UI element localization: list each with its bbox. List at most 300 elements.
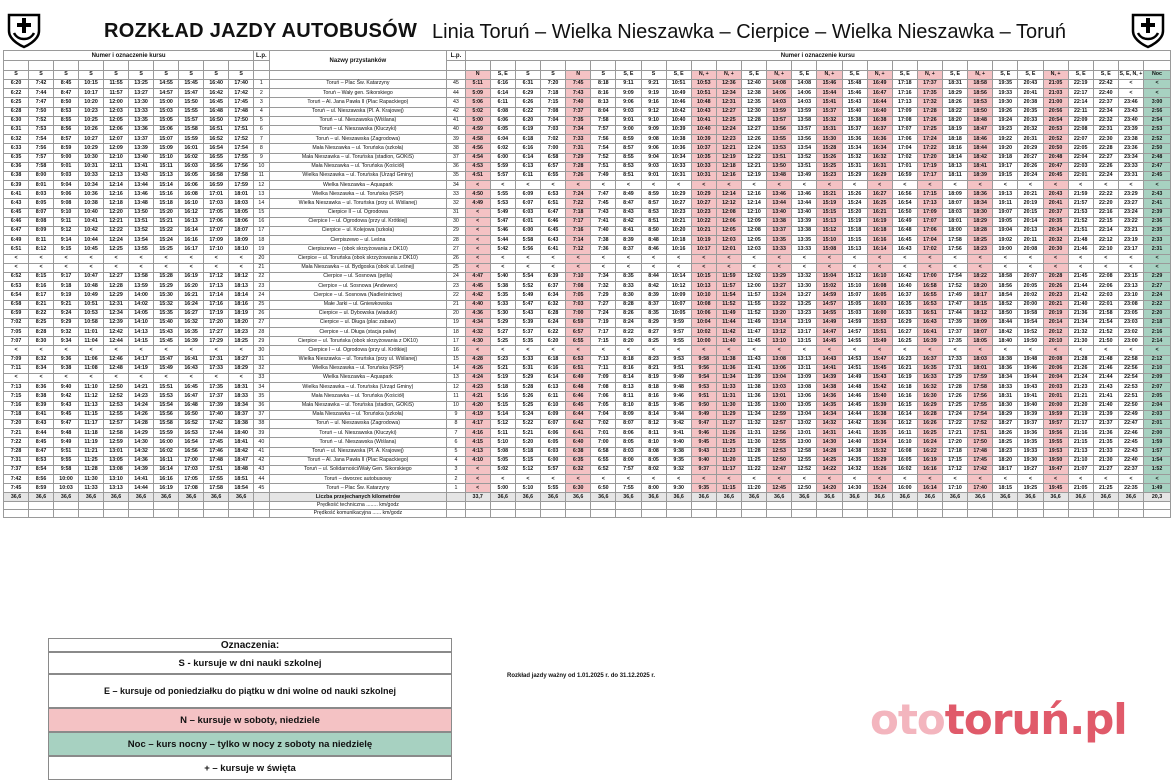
km-cell: 20,3 <box>1144 493 1171 502</box>
time-cell: 15:34 <box>842 144 867 153</box>
time-cell: 16:37 <box>892 291 917 300</box>
time-cell: 6:43 <box>541 236 566 245</box>
time-cell: 8:39 <box>616 236 641 245</box>
time-cell: 20:27 <box>1018 153 1043 162</box>
time-cell: 10:17 <box>79 89 104 98</box>
time-cell: 10:53 <box>79 309 104 318</box>
time-cell: 13:01 <box>104 447 129 456</box>
time-cell: 10:08 <box>691 300 716 309</box>
km-cell: 36,6 <box>515 493 540 502</box>
time-cell: 7:17 <box>566 217 591 226</box>
time-cell: 7:57 <box>591 125 616 134</box>
time-cell: 13:05 <box>104 456 129 465</box>
empty-cell <box>566 502 591 510</box>
time-cell: 5:26 <box>515 392 540 401</box>
time-cell: 12:06 <box>716 217 741 226</box>
time-cell: 4:30 <box>465 337 490 346</box>
time-cell: 6:48 <box>566 383 591 392</box>
time-cell: 23:39 <box>1118 125 1143 134</box>
header-spacer-cell <box>616 61 641 71</box>
time-cell: 18:11 <box>943 171 968 180</box>
stop-name: Mała Nieszawka – ul. Bydgoska (obok ul. Leśnej) <box>269 263 447 272</box>
time-cell: 18:58 <box>993 272 1018 281</box>
stop-name: Wielka Nieszawka – Aquapark <box>269 181 447 190</box>
time-cell: 17:29 <box>943 374 968 383</box>
time-cell: 6:33 <box>4 144 29 153</box>
time-cell: 18:29 <box>993 410 1018 419</box>
time-cell: 16:13 <box>179 217 204 226</box>
time-cell: 13:58 <box>792 116 817 125</box>
time-cell: 15:25 <box>154 245 179 254</box>
empty-cell <box>742 502 767 510</box>
time-cell: 17:26 <box>943 392 968 401</box>
time-cell: < <box>1043 254 1068 263</box>
empty-cell <box>968 502 993 510</box>
km-cell: 36,6 <box>54 493 79 502</box>
time-cell: 16:48 <box>204 107 229 116</box>
time-cell: 9:43 <box>691 447 716 456</box>
time-cell: < <box>968 254 993 263</box>
time-cell: 11:35 <box>742 401 767 410</box>
time-cell: 15:29 <box>867 456 892 465</box>
lp-cell: 20 <box>254 254 269 263</box>
time-cell: 20:32 <box>1043 236 1068 245</box>
legend-plus: + – kursuje w święta <box>48 756 452 780</box>
time-cell: < <box>204 374 229 383</box>
time-cell: 2:29 <box>1144 272 1171 281</box>
header-spacer-cell <box>229 61 254 71</box>
time-cell: 16:54 <box>179 438 204 447</box>
table-row <box>4 447 1171 456</box>
time-cell: 17:28 <box>943 383 968 392</box>
time-cell: 12:21 <box>742 162 767 171</box>
lp-cell: 41 <box>447 116 465 125</box>
time-cell: 21:30 <box>1093 456 1118 465</box>
time-cell: 16:59 <box>892 171 917 180</box>
time-cell: 6:41 <box>541 245 566 254</box>
time-cell: 7:49 <box>591 171 616 180</box>
empty-cell <box>204 510 229 518</box>
time-cell: 22:16 <box>1093 208 1118 217</box>
time-cell: < <box>641 346 666 355</box>
time-cell: < <box>29 263 54 272</box>
time-cell: 21:48 <box>1093 355 1118 364</box>
lp-cell: 43 <box>254 465 269 474</box>
time-cell: 18:19 <box>943 125 968 134</box>
time-cell: < <box>842 181 867 190</box>
time-cell: 20:03 <box>1043 383 1068 392</box>
time-cell: 9:18 <box>54 282 79 291</box>
time-cell: 5:05 <box>490 456 515 465</box>
time-cell: 21:20 <box>1068 401 1093 410</box>
time-cell: 18:22 <box>968 272 993 281</box>
stop-name: Cierpiszewo – (obok skrzyżowania z DK10) <box>269 245 447 254</box>
lp-cell: 37 <box>447 153 465 162</box>
time-cell: 2:00 <box>1144 429 1171 438</box>
header-spacer-cell <box>792 61 817 71</box>
time-cell: 4:50 <box>465 190 490 199</box>
time-cell: 18:01 <box>943 217 968 226</box>
time-cell: 8:35 <box>641 309 666 318</box>
time-cell: 2:01 <box>1144 419 1171 428</box>
time-cell: 6:18 <box>515 135 540 144</box>
time-cell: 10:35 <box>691 153 716 162</box>
km-cell: 36,6 <box>4 493 29 502</box>
time-cell: 7:50 <box>29 107 54 116</box>
time-cell: 18:48 <box>229 465 254 474</box>
time-cell: 23:17 <box>1118 245 1143 254</box>
lp-cell: 18 <box>447 328 465 337</box>
time-cell: < <box>641 475 666 484</box>
empty-cell <box>993 502 1018 510</box>
time-cell: 2:10 <box>1144 364 1171 373</box>
table-row <box>4 263 1171 272</box>
lp-cell: 45 <box>447 80 465 89</box>
time-cell: 7:17 <box>591 328 616 337</box>
time-cell: 7:08 <box>566 282 591 291</box>
time-cell: 13:54 <box>129 236 154 245</box>
time-cell: 8:01 <box>29 181 54 190</box>
km-cell: 36,6 <box>1118 493 1143 502</box>
time-cell: 10:40 <box>666 116 691 125</box>
time-cell: 23:34 <box>1118 153 1143 162</box>
time-cell: 18:30 <box>993 401 1018 410</box>
time-cell: < <box>104 374 129 383</box>
time-cell: 2:05 <box>1144 392 1171 401</box>
time-cell: 16:24 <box>179 300 204 309</box>
time-cell: 6:53 <box>541 190 566 199</box>
time-cell: 6:32 <box>566 465 591 474</box>
brand-logo[interactable]: ototoruń.pl <box>870 695 1127 744</box>
time-cell: 17:51 <box>968 429 993 438</box>
course-code: S, E <box>616 71 641 80</box>
time-cell: 4:56 <box>465 144 490 153</box>
time-cell: 16:25 <box>867 199 892 208</box>
time-cell: 10:42 <box>79 227 104 236</box>
time-cell: 8:00 <box>616 456 641 465</box>
empty-cell <box>666 502 691 510</box>
time-cell: 6:46 <box>4 217 29 226</box>
time-cell: 21:05 <box>1043 80 1068 89</box>
time-cell: 18:03 <box>229 199 254 208</box>
time-cell: 6:58 <box>4 300 29 309</box>
time-cell: < <box>541 181 566 190</box>
time-cell: < <box>566 263 591 272</box>
time-cell: 16:38 <box>867 116 892 125</box>
time-cell: 17:00 <box>917 272 942 281</box>
time-cell: 18:26 <box>993 429 1018 438</box>
time-cell: 17:04 <box>892 144 917 153</box>
time-cell: 20:47 <box>1043 162 1068 171</box>
time-cell: 7:00 <box>541 144 566 153</box>
time-cell: 14:02 <box>129 300 154 309</box>
course-code: S <box>54 71 79 80</box>
time-cell: 6:46 <box>541 217 566 226</box>
time-cell: 6:30 <box>4 116 29 125</box>
time-cell: 18:16 <box>943 144 968 153</box>
lp-header: L.p. <box>254 51 269 61</box>
time-cell: 5:25 <box>515 401 540 410</box>
time-cell: 19:30 <box>993 98 1018 107</box>
time-cell: 6:47 <box>4 227 29 236</box>
lp-cell: 7 <box>447 429 465 438</box>
time-cell: 6:54 <box>4 291 29 300</box>
lp-cell: 38 <box>447 144 465 153</box>
time-cell: 11:04 <box>79 337 104 346</box>
time-cell: 2:33 <box>1144 236 1171 245</box>
time-cell: 10:45 <box>79 245 104 254</box>
empty-cell <box>4 502 29 510</box>
empty-cell <box>490 510 515 518</box>
time-cell: 4:24 <box>465 374 490 383</box>
time-cell: < <box>54 254 79 263</box>
km-cell: 36,6 <box>129 493 154 502</box>
time-cell: 13:33 <box>792 245 817 254</box>
time-cell: 6:31 <box>4 125 29 134</box>
time-cell: 14:35 <box>817 401 842 410</box>
time-cell: 9:35 <box>691 484 716 493</box>
stop-name: Cierpice – ul. Sosnowa (pętla) <box>269 272 447 281</box>
lp-cell: 39 <box>254 429 269 438</box>
time-cell: < <box>716 475 741 484</box>
time-cell: 14:20 <box>817 484 842 493</box>
course-code: S <box>79 71 104 80</box>
time-cell: 8:30 <box>29 337 54 346</box>
time-cell: 10:31 <box>691 171 716 180</box>
time-cell: 10:33 <box>691 162 716 171</box>
empty-cell <box>1018 502 1043 510</box>
time-cell: < <box>616 346 641 355</box>
time-cell: 10:09 <box>666 291 691 300</box>
time-cell: 15:10 <box>154 153 179 162</box>
time-cell: 23:46 <box>1118 98 1143 107</box>
time-cell: 8:05 <box>641 456 666 465</box>
time-cell: 14:08 <box>767 80 792 89</box>
time-cell: 13:25 <box>792 300 817 309</box>
time-cell: 16:22 <box>917 447 942 456</box>
time-cell: < <box>1118 475 1143 484</box>
time-cell: 6:44 <box>566 410 591 419</box>
header-spacer-cell <box>591 61 616 71</box>
time-cell: 10:44 <box>79 236 104 245</box>
time-cell: 20:29 <box>1018 144 1043 153</box>
time-cell: 15:09 <box>154 144 179 153</box>
time-cell: < <box>691 263 716 272</box>
time-cell: 9:48 <box>54 429 79 438</box>
time-cell: 16:17 <box>179 245 204 254</box>
time-cell: 13:05 <box>792 401 817 410</box>
time-cell: 13:39 <box>792 217 817 226</box>
time-cell: 12:11 <box>104 162 129 171</box>
time-cell: 15:48 <box>842 80 867 89</box>
time-cell: 22:14 <box>1068 98 1093 107</box>
stop-name: Wielka Nieszawka – ul. Toruńska (przy ul. Wiślanej) <box>269 355 447 364</box>
time-cell: 12:18 <box>104 199 129 208</box>
time-cell: 18:12 <box>229 272 254 281</box>
time-cell: 18:51 <box>229 475 254 484</box>
time-cell: 11:13 <box>79 401 104 410</box>
time-cell: 22:54 <box>1118 374 1143 383</box>
time-cell: < <box>1043 346 1068 355</box>
time-cell: 17:15 <box>943 456 968 465</box>
time-cell: 7:20 <box>4 419 29 428</box>
time-cell: 4:16 <box>465 429 490 438</box>
legend-n: N – kursuje w soboty, niedziele <box>48 708 452 732</box>
time-cell: 19:53 <box>1043 447 1068 456</box>
time-cell: 11:57 <box>716 282 741 291</box>
time-cell: 21:19 <box>1068 410 1093 419</box>
time-cell: 13:23 <box>792 309 817 318</box>
time-cell: 16:03 <box>867 300 892 309</box>
time-cell: 5:21 <box>515 429 540 438</box>
lp-cell: 1 <box>254 80 269 89</box>
time-cell: < <box>465 254 490 263</box>
time-cell: 8:16 <box>641 392 666 401</box>
time-cell: 13:27 <box>767 282 792 291</box>
time-cell: 21:39 <box>1093 410 1118 419</box>
time-cell: 9:58 <box>691 355 716 364</box>
time-cell: 8:49 <box>616 190 641 199</box>
time-cell: 7:02 <box>541 135 566 144</box>
time-cell: 8:09 <box>29 227 54 236</box>
time-cell: 12:59 <box>104 438 129 447</box>
lp-cell: 23 <box>447 282 465 291</box>
time-cell: 8:18 <box>591 80 616 89</box>
time-cell: 17:21 <box>943 429 968 438</box>
stop-name: Toruń – ul. Nieszawska (Wiślana) <box>269 116 447 125</box>
time-cell: 9:57 <box>666 328 691 337</box>
empty-cell <box>229 502 254 510</box>
time-cell: 21:34 <box>1068 318 1093 327</box>
header-spacer-cell <box>641 61 666 71</box>
time-cell: < <box>465 263 490 272</box>
course-code: S <box>129 71 154 80</box>
time-cell: < <box>691 346 716 355</box>
time-cell: 16:56 <box>892 190 917 199</box>
time-cell: 6:41 <box>566 429 591 438</box>
time-cell: 15:39 <box>867 401 892 410</box>
time-cell: 16:16 <box>154 475 179 484</box>
time-cell: 18:42 <box>993 328 1018 337</box>
time-cell: 19:04 <box>993 227 1018 236</box>
time-cell: 13:59 <box>129 282 154 291</box>
time-cell: 16:05 <box>179 171 204 180</box>
header-spacer-cell <box>1068 61 1093 71</box>
time-cell: 17:04 <box>917 236 942 245</box>
time-cell: 15:24 <box>154 236 179 245</box>
time-cell: 22:01 <box>1093 300 1118 309</box>
time-cell: 16:05 <box>867 291 892 300</box>
time-cell: < <box>892 254 917 263</box>
time-cell: 14:44 <box>129 484 154 493</box>
time-cell: 19:24 <box>993 116 1018 125</box>
time-cell: 8:53 <box>54 107 79 116</box>
time-cell: 15:36 <box>867 419 892 428</box>
time-cell: < <box>179 254 204 263</box>
time-cell: 6:36 <box>4 162 29 171</box>
table-row <box>4 484 1171 493</box>
time-cell: 11:15 <box>79 410 104 419</box>
time-cell: 8:42 <box>641 282 666 291</box>
time-cell: 6:45 <box>566 401 591 410</box>
time-cell: 8:47 <box>29 447 54 456</box>
empty-cell <box>792 502 817 510</box>
time-cell: 17:50 <box>968 438 993 447</box>
time-cell: 13:59 <box>767 107 792 116</box>
time-cell: < <box>566 475 591 484</box>
time-cell: 19:58 <box>1018 309 1043 318</box>
time-cell: 7:02 <box>591 419 616 428</box>
time-cell: 13:13 <box>792 355 817 364</box>
time-cell: 17:46 <box>204 447 229 456</box>
time-cell: 15:25 <box>817 162 842 171</box>
time-cell: 18:44 <box>968 144 993 153</box>
lp-cell: 36 <box>254 401 269 410</box>
time-cell: 21:54 <box>1093 318 1118 327</box>
time-cell: 14:57 <box>154 89 179 98</box>
lp-cell: 15 <box>254 208 269 217</box>
time-cell: 13:35 <box>792 236 817 245</box>
time-cell: 13:33 <box>129 107 154 116</box>
time-cell: < <box>641 181 666 190</box>
time-cell: 7:41 <box>591 217 616 226</box>
time-cell: 8:50 <box>641 227 666 236</box>
time-cell: < <box>917 263 942 272</box>
time-cell: 13:04 <box>792 410 817 419</box>
time-cell: 8:53 <box>641 208 666 217</box>
stop-name: Toruń – Wały gen. Sikorskiego <box>269 89 447 98</box>
time-cell: 18:47 <box>229 456 254 465</box>
time-cell: 18:10 <box>229 245 254 254</box>
time-cell: 13:10 <box>104 475 129 484</box>
lp-cell: 42 <box>447 107 465 116</box>
time-cell: 5:14 <box>490 410 515 419</box>
time-cell: < <box>1068 346 1093 355</box>
course-code: S <box>4 71 29 80</box>
table-row <box>4 162 1171 171</box>
course-code: N, + <box>716 71 741 80</box>
time-cell: 16:02 <box>892 465 917 474</box>
time-cell: 16:14 <box>917 484 942 493</box>
time-cell: < <box>204 254 229 263</box>
stop-name: Mała Nieszawka – ul. Toruńska (szkoła) <box>269 410 447 419</box>
time-cell: 8:59 <box>616 135 641 144</box>
time-cell: 17:58 <box>968 383 993 392</box>
time-cell: 10:14 <box>666 272 691 281</box>
km-cell: 36,6 <box>691 493 716 502</box>
time-cell: 19:45 <box>1043 484 1068 493</box>
time-cell: 23:36 <box>1118 144 1143 153</box>
time-cell: 8:21 <box>29 300 54 309</box>
empty-cell <box>943 510 968 518</box>
time-cell: 19:50 <box>1018 337 1043 346</box>
time-cell: < <box>1093 475 1118 484</box>
time-cell: 8:32 <box>29 355 54 364</box>
time-cell: 19:02 <box>993 236 1018 245</box>
legend-noc: Noc – kurs nocny – tylko w nocy z soboty na niedzielę <box>48 732 452 756</box>
time-cell: 13:32 <box>792 272 817 281</box>
time-cell: 9:29 <box>54 318 79 327</box>
lp-cell: 21 <box>254 263 269 272</box>
time-cell: 14:29 <box>129 429 154 438</box>
time-cell: 16:58 <box>204 171 229 180</box>
time-cell: 13:17 <box>792 328 817 337</box>
empty-cell <box>616 502 641 510</box>
time-cell: 12:25 <box>716 116 741 125</box>
time-cell: 10:53 <box>691 80 716 89</box>
time-cell: 7:21 <box>4 429 29 438</box>
time-cell: 21:26 <box>1068 364 1093 373</box>
